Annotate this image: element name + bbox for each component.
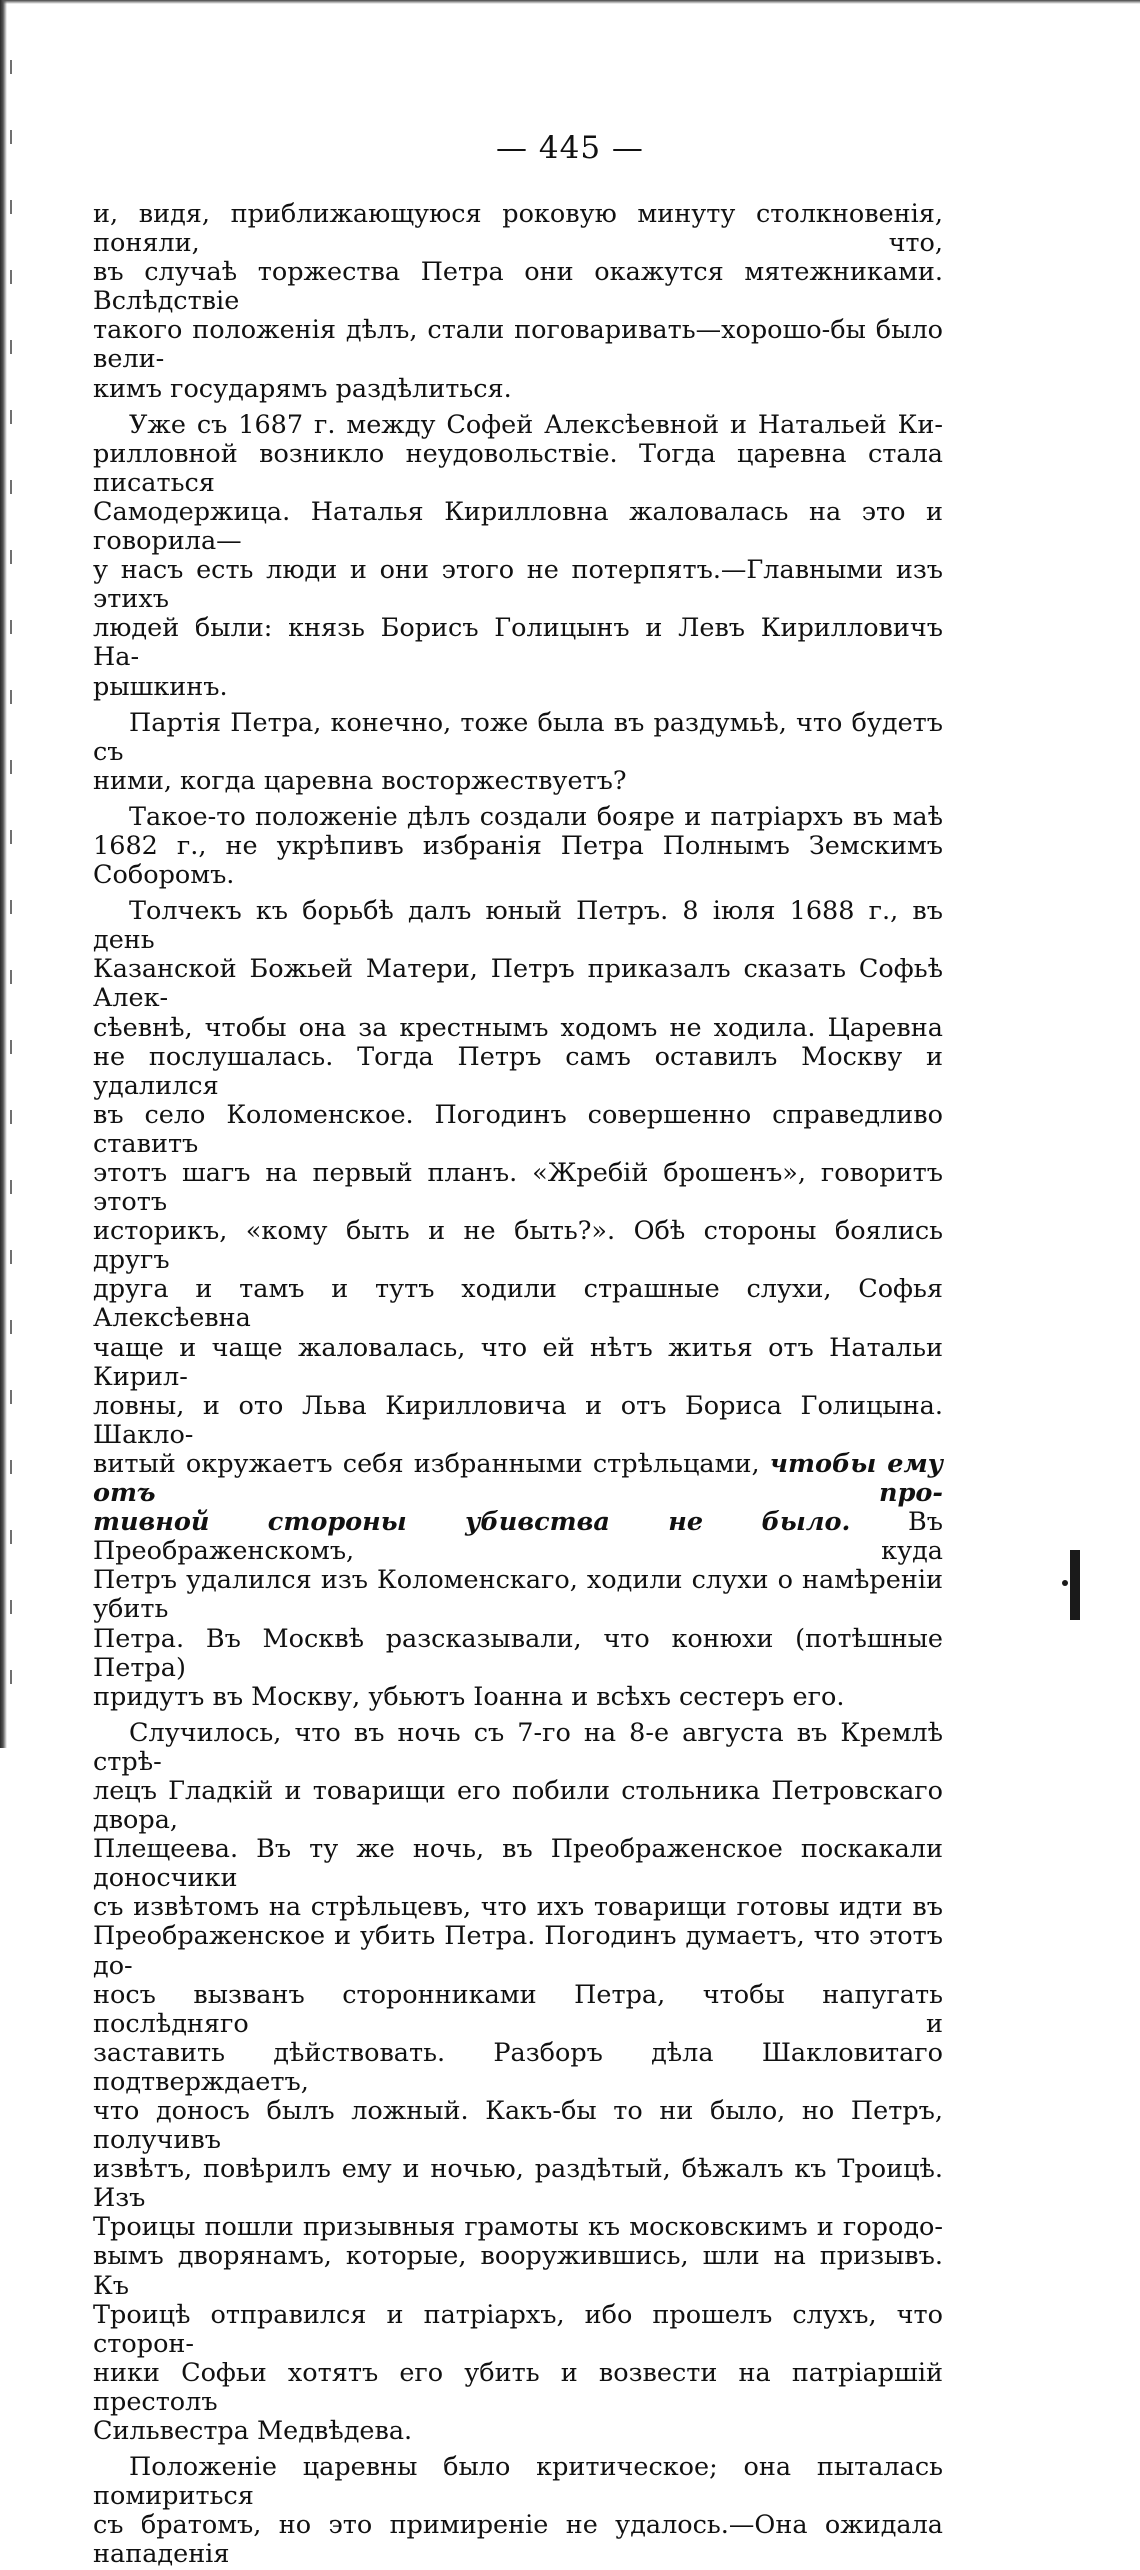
text-line: Толчекъ къ борьбѣ далъ юный Петръ. 8 іюля 1688 г., въ день xyxy=(93,896,943,956)
text-line: Случилось, что въ ночь съ 7-го на 8-е августа въ Кремлѣ стрѣ- xyxy=(93,1717,943,1777)
text-line: Троицѣ отправился и патріархъ, ибо прошелъ слухъ, что сторон- xyxy=(93,2299,943,2359)
text-line: не послушалась. Тогда Петръ самъ оставилъ Москву и удалился xyxy=(93,1041,943,1101)
text-line: Положеніе царевны было критическое; она пыталась помириться xyxy=(93,2452,943,2512)
scan-edge-top xyxy=(0,0,1140,4)
text-line: Самодержица. Наталья Кирилловна жаловалась на это и говорила— xyxy=(93,496,943,557)
text-line: съ братомъ, но это примиреніе не удалось.—Она ожидала нападенія xyxy=(93,2510,943,2570)
text-line: и, видя, приближающуюся роковую минуту столкновенія, поняли, что, xyxy=(93,199,943,259)
text-line: что доносъ былъ ложный. Какъ-бы то ни было, но Петръ, получивъ xyxy=(93,2096,943,2156)
text-segment: Въ Преображенскомъ, куда xyxy=(93,1507,943,1567)
text-line: въ случаѣ торжества Петра они окажутся мятежниками. Вслѣдствіе xyxy=(93,257,943,317)
text-line: кимъ государямъ раздѣлиться. xyxy=(93,373,512,404)
text-line: историкъ, «кому быть и не быть?». Обѣ стороны боялись другъ xyxy=(93,1216,943,1276)
text-line: Троицы пошли призывныя грамоты къ московскимъ и городо- xyxy=(93,2212,943,2243)
page-number: — 445 — xyxy=(496,130,644,166)
text-line: Плещеева. Въ ту же ночь, въ Преображенское поскакали доносчики xyxy=(93,1834,943,1894)
text-line: ловны, и ото Льва Кирилловича и отъ Бориса Голицына. Шакло- xyxy=(93,1390,943,1450)
text-line: Петра. Въ Москвѣ разсказывали, что конюхи (потѣшные Петра) xyxy=(93,1623,943,1683)
text-line: сѣевнѣ, чтобы она за крестнымъ ходомъ не ходила. Царевна xyxy=(93,1012,943,1043)
scan-edge-left xyxy=(0,0,22,1748)
scan-mark-dot xyxy=(1062,1580,1068,1586)
text-line: Уже съ 1687 г. между Софей Алексѣевной и Натальей Ки- xyxy=(129,409,943,440)
text-line-with-italic xyxy=(93,1450,943,1508)
text-line: чаще и чаще жаловалась, что ей нѣтъ житья отъ Натальи Кирил- xyxy=(93,1332,943,1392)
text-line: Такое-то положеніе дѣлъ создали бояре и патріархъ въ маѣ xyxy=(129,801,943,832)
text-line: заставить дѣйствовать. Разборъ дѣла Шакловитаго подтверждаетъ, xyxy=(93,2037,943,2097)
body-text xyxy=(93,200,943,2570)
text-line: людей были: князь Борисъ Голицынъ и Левъ Кирилловичъ На- xyxy=(93,613,943,673)
text-line: Партія Петра, конечно, тоже была въ раздумьѣ, что будетъ съ xyxy=(93,707,943,767)
text-line: такого положенія дѣлъ, стали поговаривать—хорошо-бы было вели- xyxy=(93,315,943,375)
text-line: Сильвестра Медвѣдева. xyxy=(93,2416,413,2447)
text-line-with-italic xyxy=(93,1508,943,1566)
text-line: носъ вызванъ сторонниками Петра, чтобы напугать послѣдняго и xyxy=(93,1979,943,2039)
text-line: этотъ шагъ на первый планъ. «Жребій брошенъ», говоритъ этотъ xyxy=(93,1158,943,1218)
text-line: рилловной возникло неудовольствіе. Тогда царевна стала писаться xyxy=(93,438,943,498)
text-line: Преображенское и убить Петра. Погодинъ думаетъ, что этотъ до- xyxy=(93,1921,943,1981)
text-line: 1682 г., не укрѣпивъ избранія Петра Полнымъ Земскимъ Соборомъ. xyxy=(93,830,943,891)
text-line: извѣтъ, повѣрилъ ему и ночью, раздѣтый, бѣжалъ къ Троицѣ. Изъ xyxy=(93,2154,943,2214)
text-line: лецъ Гладкій и товарищи его побили стольника Петровскаго двора, xyxy=(93,1775,943,1836)
scan-mark xyxy=(1062,1540,1084,1630)
scan-mark-bar xyxy=(1070,1550,1080,1620)
text-line: у насъ есть люди и они этого не потерпятъ.—Главными изъ этихъ xyxy=(93,555,943,615)
text-line: съ извѣтомъ на стрѣльцевъ, что ихъ товарищи готовы идти въ xyxy=(93,1892,943,1923)
italic-segment: чтобы ему отъ про- xyxy=(93,1448,944,1509)
text-line: ними, когда царевна восторжествуетъ? xyxy=(93,765,627,796)
text-line: друга и тамъ и тутъ ходили страшные слухи, Софья Алексѣевна xyxy=(93,1274,943,1334)
italic-segment: тивной стороны убивства не было. xyxy=(93,1507,851,1538)
text-line: вымъ дворянамъ, которые, вооружившись, шли на призывъ. Къ xyxy=(93,2241,943,2301)
text-line: въ село Коломенское. Погодинъ совершенно справедливо ставитъ xyxy=(93,1099,943,1159)
text-segment: витый окружаетъ себя избранными стрѣльцами, xyxy=(93,1448,760,1479)
text-line: ники Софьи хотятъ его убить и возвести на патріаршій престолъ xyxy=(93,2357,943,2417)
text-line: рышкинъ. xyxy=(93,671,228,702)
text-line: Казанской Божьей Матери, Петръ приказалъ сказать Софьѣ Алек- xyxy=(93,954,943,1014)
text-line: Петръ удалился изъ Коломенскаго, ходили слухи о намѣреніи убить xyxy=(93,1565,943,1625)
text-line: придутъ въ Москву, убьютъ Іоанна и всѣхъ сестеръ его. xyxy=(93,1681,845,1712)
